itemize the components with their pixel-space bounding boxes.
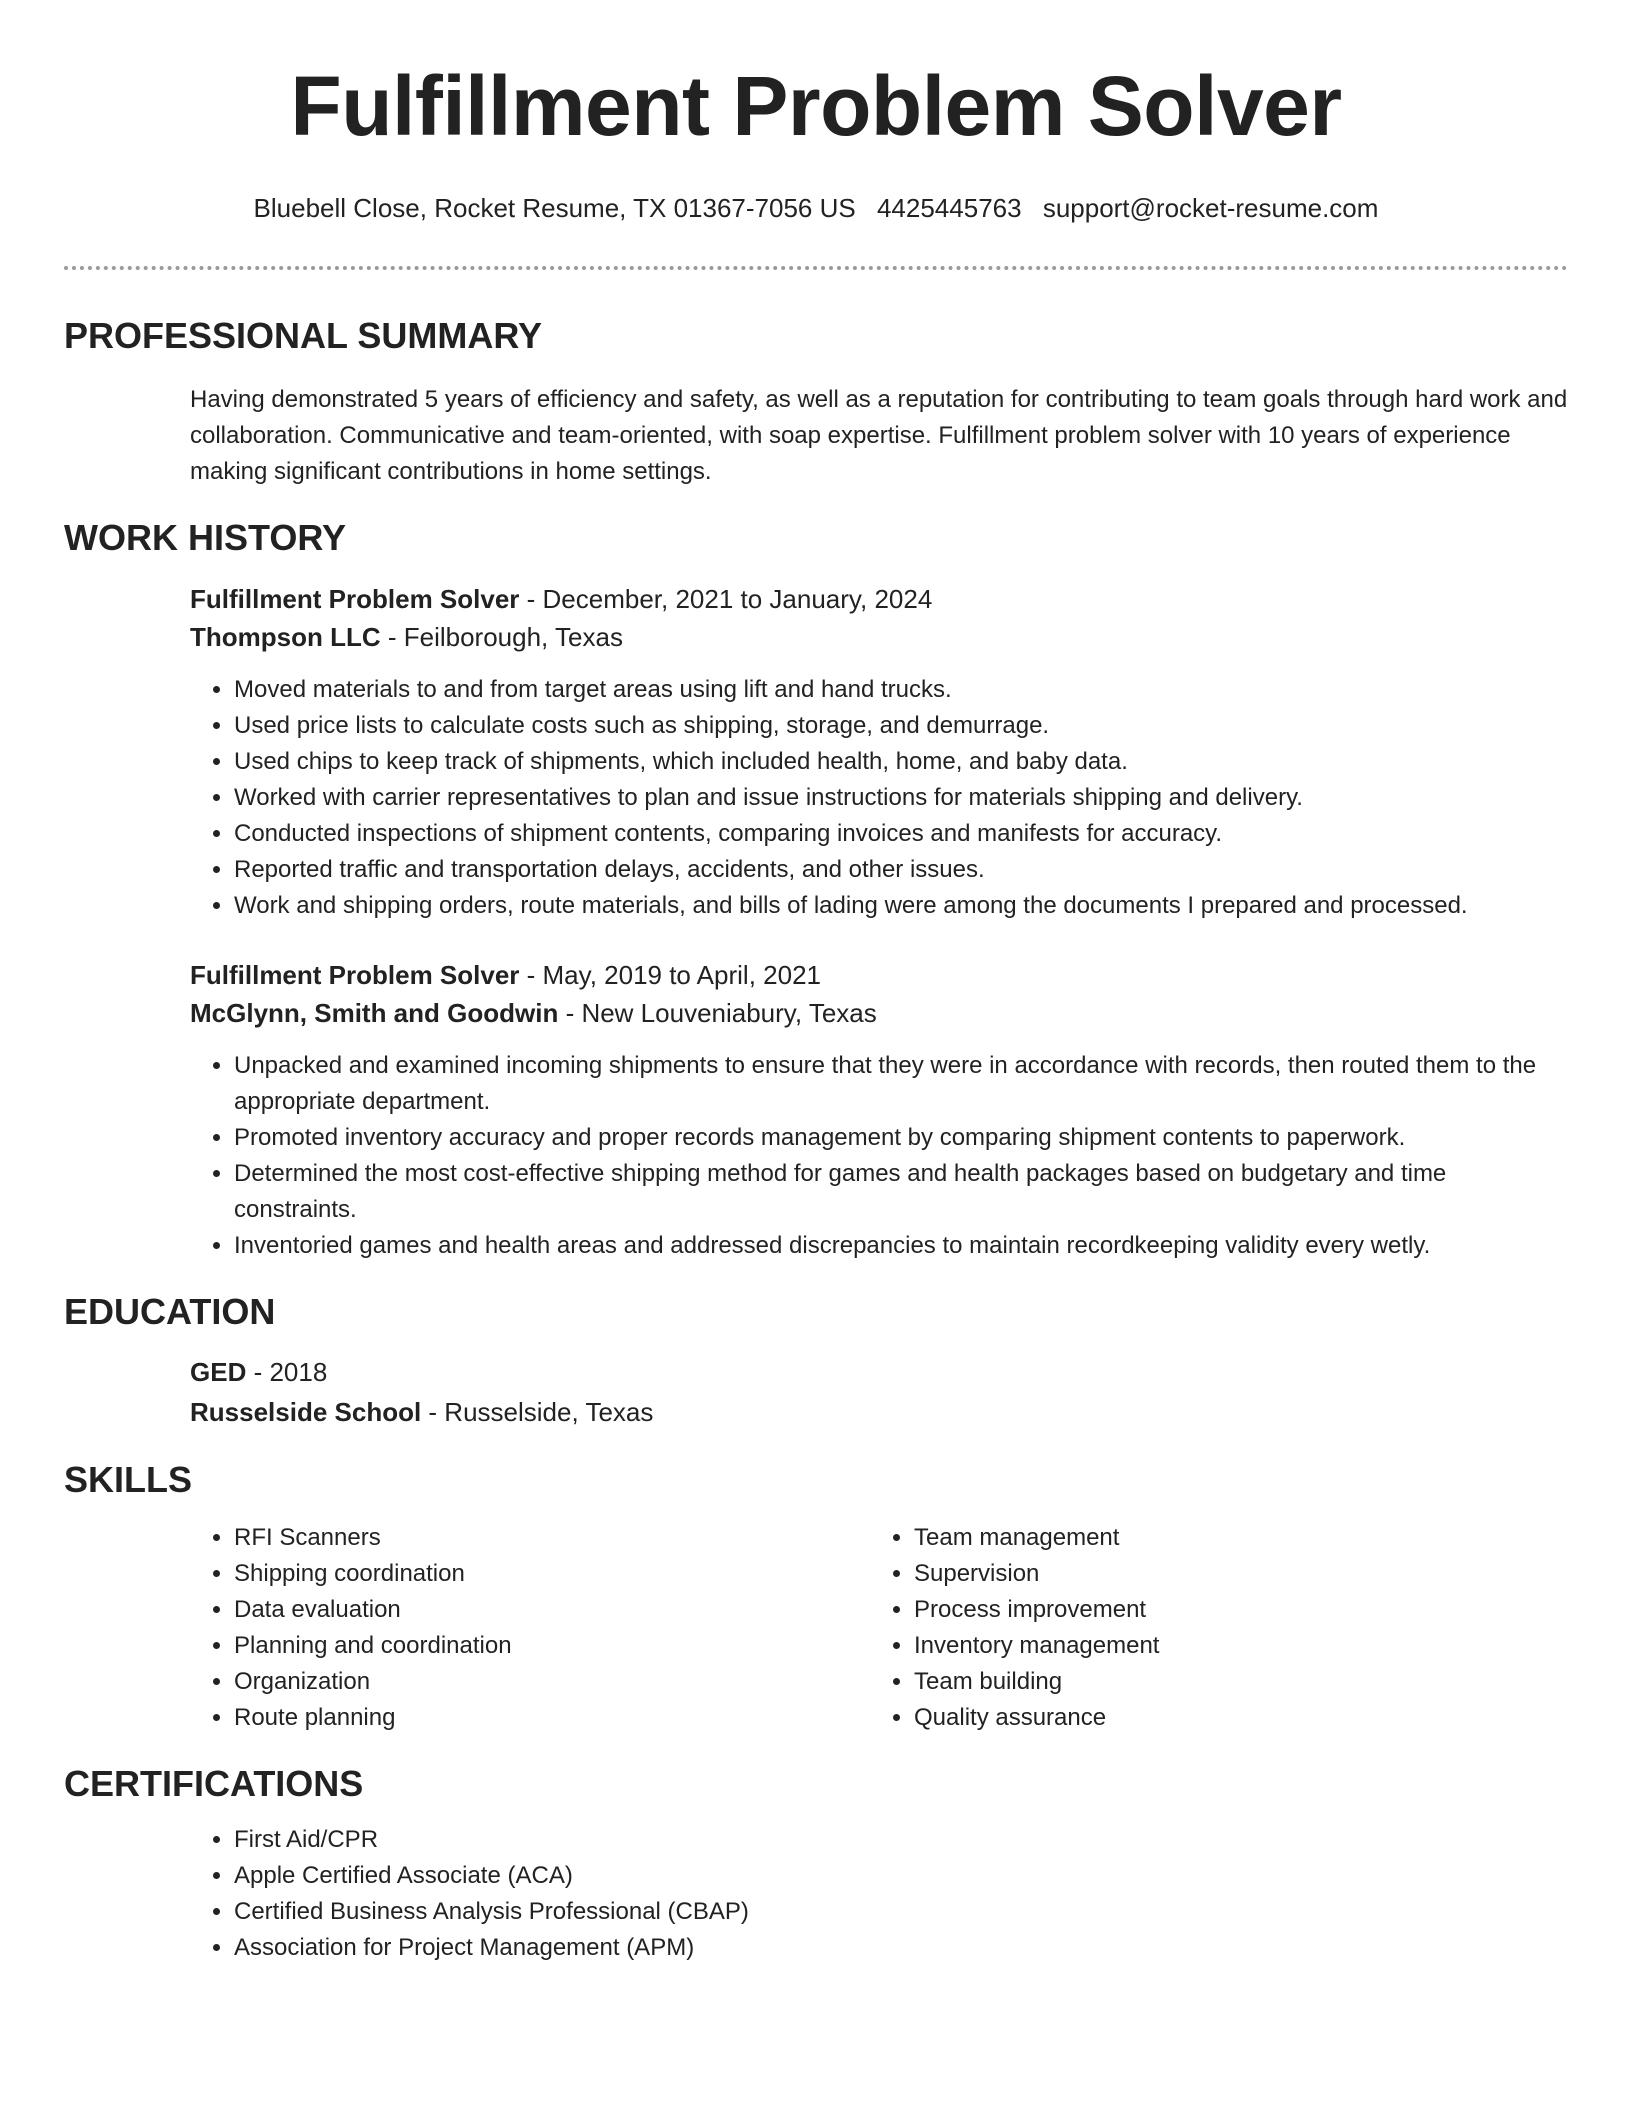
skills-list <box>190 1520 870 1736</box>
job-dates: - December, 2021 to January, 2024 <box>519 584 933 614</box>
list-item: • Used price lists to calculate costs such as shipping, storage, and demurrage. <box>234 708 1568 744</box>
skills-column-right <box>870 1520 1550 1736</box>
list-item: • Association for Project Management (APM) <box>234 1930 1568 1966</box>
job-company-line <box>190 618 1568 656</box>
degree-line <box>190 1352 1568 1392</box>
certifications-list <box>190 1822 1568 1966</box>
list-item: • Shipping coordination <box>234 1556 870 1592</box>
list-item: • Organization <box>234 1664 870 1700</box>
list-item: • Planning and coordination <box>234 1628 870 1664</box>
job-entry <box>190 956 1568 1032</box>
job-entry <box>190 580 1568 656</box>
candidate-name: Fulfillment Problem Solver <box>290 59 1342 153</box>
list-item: • Worked with carrier representatives to plan and issue instructions for materials shipping and delivery. <box>234 780 1568 816</box>
work-history-heading: WORK HISTORY <box>64 517 347 558</box>
summary-heading: PROFESSIONAL SUMMARY <box>64 315 543 356</box>
list-item: • Team building <box>914 1664 1550 1700</box>
address: Bluebell Close, Rocket Resume, TX 01367-7056 US <box>253 193 856 223</box>
list-item: • Used chips to keep track of shipments, which included health, home, and baby data. <box>234 744 1568 780</box>
contact-line <box>64 192 1568 224</box>
list-item: • Process improvement <box>914 1592 1550 1628</box>
school-location: - Russelside, Texas <box>421 1397 654 1427</box>
list-item: • Apple Certified Associate (ACA) <box>234 1858 1568 1894</box>
list-item: • Work and shipping orders, route materials, and bills of lading were among the documents I prepared and processed. <box>234 888 1568 924</box>
list-item: • Moved materials to and from target areas using lift and hand trucks. <box>234 672 1568 708</box>
job-title-line <box>190 956 1568 994</box>
list-item: • Reported traffic and transportation delays, accidents, and other issues. <box>234 852 1568 888</box>
job-title-line <box>190 580 1568 618</box>
list-item: • First Aid/CPR <box>234 1822 1568 1858</box>
job-location: - Feilborough, Texas <box>380 622 623 652</box>
list-item: • RFI Scanners <box>234 1520 870 1556</box>
job-bullets <box>190 1048 1568 1264</box>
job-bullets-wrap <box>190 1048 1568 1264</box>
degree: GED <box>190 1357 247 1387</box>
school-line <box>190 1392 1568 1432</box>
list-item: • Conducted inspections of shipment contents, comparing invoices and manifests for accuracy. <box>234 816 1568 852</box>
email: support@rocket-resume.com <box>1042 193 1379 223</box>
list-item: • Inventoried games and health areas and addressed discrepancies to maintain recordkeeping validity every wetly. <box>234 1228 1568 1264</box>
certifications-wrap <box>190 1822 1568 1966</box>
education-entry <box>190 1352 1568 1432</box>
skills-column-left <box>190 1520 870 1736</box>
list-item: • Data evaluation <box>234 1592 870 1628</box>
job-role: Fulfillment Problem Solver <box>190 960 520 990</box>
list-item: • Route planning <box>234 1700 870 1736</box>
list-item: • Quality assurance <box>914 1700 1550 1736</box>
list-item: • Promoted inventory accuracy and proper records management by comparing shipment contents to paperwork. <box>234 1120 1568 1156</box>
job-company: Thompson LLC <box>190 622 381 652</box>
job-dates: - May, 2019 to April, 2021 <box>519 960 821 990</box>
header-divider <box>64 266 1568 270</box>
certifications-heading: CERTIFICATIONS <box>64 1763 364 1804</box>
job-bullets-wrap <box>190 672 1568 924</box>
job-role: Fulfillment Problem Solver <box>190 584 520 614</box>
list-item: • Certified Business Analysis Professional (CBAP) <box>234 1894 1568 1930</box>
list-item: • Team management <box>914 1520 1550 1556</box>
list-item: • Inventory management <box>914 1628 1550 1664</box>
skills-heading: SKILLS <box>64 1459 193 1500</box>
skills-grid <box>190 1520 1568 1736</box>
school-name: Russelside School <box>190 1397 422 1427</box>
job-company-line <box>190 994 1568 1032</box>
education-heading: EDUCATION <box>64 1291 276 1332</box>
job-location: - New Louveniabury, Texas <box>558 998 877 1028</box>
job-company: McGlynn, Smith and Goodwin <box>190 998 559 1028</box>
job-bullets <box>190 672 1568 924</box>
list-item: • Unpacked and examined incoming shipments to ensure that they were in accordance with records, then routed them to the appropriate department. <box>234 1048 1568 1120</box>
list-item: • Determined the most cost-effective shipping method for games and health packages based on budgetary and time constraints. <box>234 1156 1568 1228</box>
summary-text: Having demonstrated 5 years of efficiency and safety, as well as a reputation for contributing to team goals through hard work and collaboration. Communicative and team-oriented, with soap expertise. Fulfillment problem solver with 10 years of experience making significant contributions in home settings. <box>190 386 1568 485</box>
phone: 4425445763 <box>876 193 1022 223</box>
graduation-year: - 2018 <box>246 1357 328 1387</box>
list-item: • Supervision <box>914 1556 1550 1592</box>
skills-list <box>870 1520 1550 1736</box>
